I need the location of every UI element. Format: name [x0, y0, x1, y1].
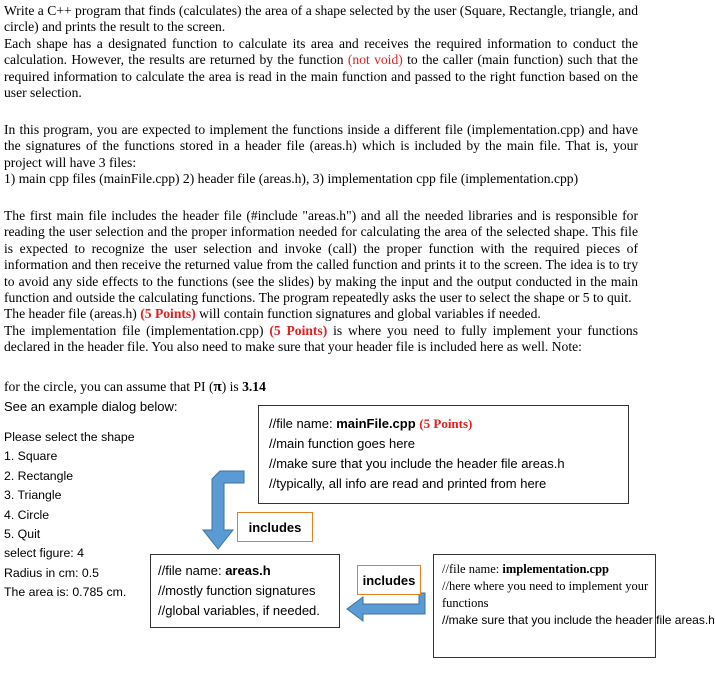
implementation-file-box — [433, 554, 715, 658]
impl-file-name: implementation.cpp — [502, 562, 610, 576]
not-void-text: (not void) — [347, 52, 403, 68]
main-file-name: mainFile.cpp — [336, 416, 416, 431]
files-intro-text: In this program, you are expected to implement the functions inside a different file (implementation.cpp) and have the signatures of the functions stored in a header file (areas.h) which is included by the main file. That is, your project will have 3 files: — [4, 122, 638, 170]
impl-box-line1: //file name: implementation.cpp — [442, 562, 610, 576]
pi-symbol: π — [213, 379, 222, 395]
dialog-line: 3. Triangle — [4, 488, 62, 503]
header-file-box — [150, 554, 340, 628]
impl-box-line2: //here where you need to implement your functions — [442, 579, 649, 610]
intro-paragraph — [4, 3, 638, 101]
main-box-line1: //file name: mainFile.cpp (5 Points) — [269, 416, 473, 431]
main-box-line3: //make sure that you include the header file areas.h — [269, 456, 565, 471]
files-paragraph — [4, 122, 638, 188]
header-box-line1: //file name: areas.h — [158, 563, 271, 578]
header-box-line3: //global variables, if needed. — [158, 603, 320, 618]
example-dialog — [4, 428, 135, 603]
header-points: (5 Points) — [140, 306, 196, 322]
impl-file-text-b: is where you need to fully implement your functions declared in the header file. You also need to make sure that your header file is included here as well. Note: — [4, 322, 639, 355]
includes-tag-main: includes — [237, 512, 313, 542]
header-file-name: areas.h — [225, 563, 271, 578]
return-text-b: to the caller (main function) such that the required information to calculate the area is read in the main function and passed to the right function based on the user selection. — [4, 52, 638, 101]
main-file-points: (5 Points) — [419, 416, 473, 431]
pi-note-text-b: ) is — [221, 379, 243, 394]
impl-box-line3: //make sure that you include the header file areas.h — [442, 613, 715, 627]
files-list-text: 1) main cpp files (mainFile.cpp) 2) header file (areas.h), 3) implementation cpp file (implementation.cpp) — [4, 171, 579, 187]
impl-file-text-a: The implementation file (implementation.cpp) — [4, 322, 270, 338]
dialog-line: Radius in cm: 0.5 — [4, 565, 100, 580]
dialog-line: Please select the shape — [4, 430, 135, 444]
example-label: See an example dialog below: — [4, 399, 178, 414]
dialog-line: 2. Rectangle — [4, 468, 74, 483]
includes-tag-impl: includes — [357, 565, 421, 595]
impl-points: (5 Points) — [269, 322, 328, 338]
dialog-line: 4. Circle — [4, 507, 50, 522]
header-file-text-b: will contain function signatures and global variables if needed. — [195, 306, 541, 322]
main-box-line2: //main function goes here — [269, 436, 415, 451]
dialog-line: 1. Square — [4, 449, 58, 464]
pi-value: 3.14 — [242, 379, 266, 394]
dialog-line: The area is: 0.785 cm. — [4, 585, 127, 600]
main-file-box — [258, 405, 629, 504]
pi-note-text-a: for the circle, you can assume that PI ( — [4, 379, 214, 394]
header-file-text-a: The header file (areas.h) — [4, 306, 141, 322]
main-box-line4: //typically, all info are read and printed from here — [269, 476, 547, 491]
main-file-paragraph — [4, 208, 638, 356]
pi-note — [4, 379, 266, 395]
header-box-line2: //mostly function signatures — [158, 583, 316, 598]
return-text-a: Each shape has a designated function to calculate its area and receives the required information to conduct the calculation. However, the results are returned by the function — [4, 35, 638, 68]
dialog-line: select figure: 4 — [4, 546, 84, 561]
dialog-line: 5. Quit — [4, 527, 41, 542]
intro-text: Write a C++ program that finds (calculates) the area of a shape selected by the user (Square, Rectangle, triangle, and circle) and prints the result to the screen. — [4, 3, 638, 35]
left-arrow — [347, 593, 425, 621]
main-file-text: The first main file includes the header file (#include "areas.h") and all the needed libraries and is responsible for reading the user selection and the proper information needed for calculating the area of the selected shape. This file is expected to recognize the user selection and invoke (call) the proper function with the required pieces of information and then receive the returned value from the called function and prints it to the screen. The idea is to try to avoid any side effects to the functions (see the slides) by making the input and the output conducted in the main function and outside the calculating functions. The program repeatedly asks the user to select the shape or 5 to quit. — [4, 208, 638, 306]
